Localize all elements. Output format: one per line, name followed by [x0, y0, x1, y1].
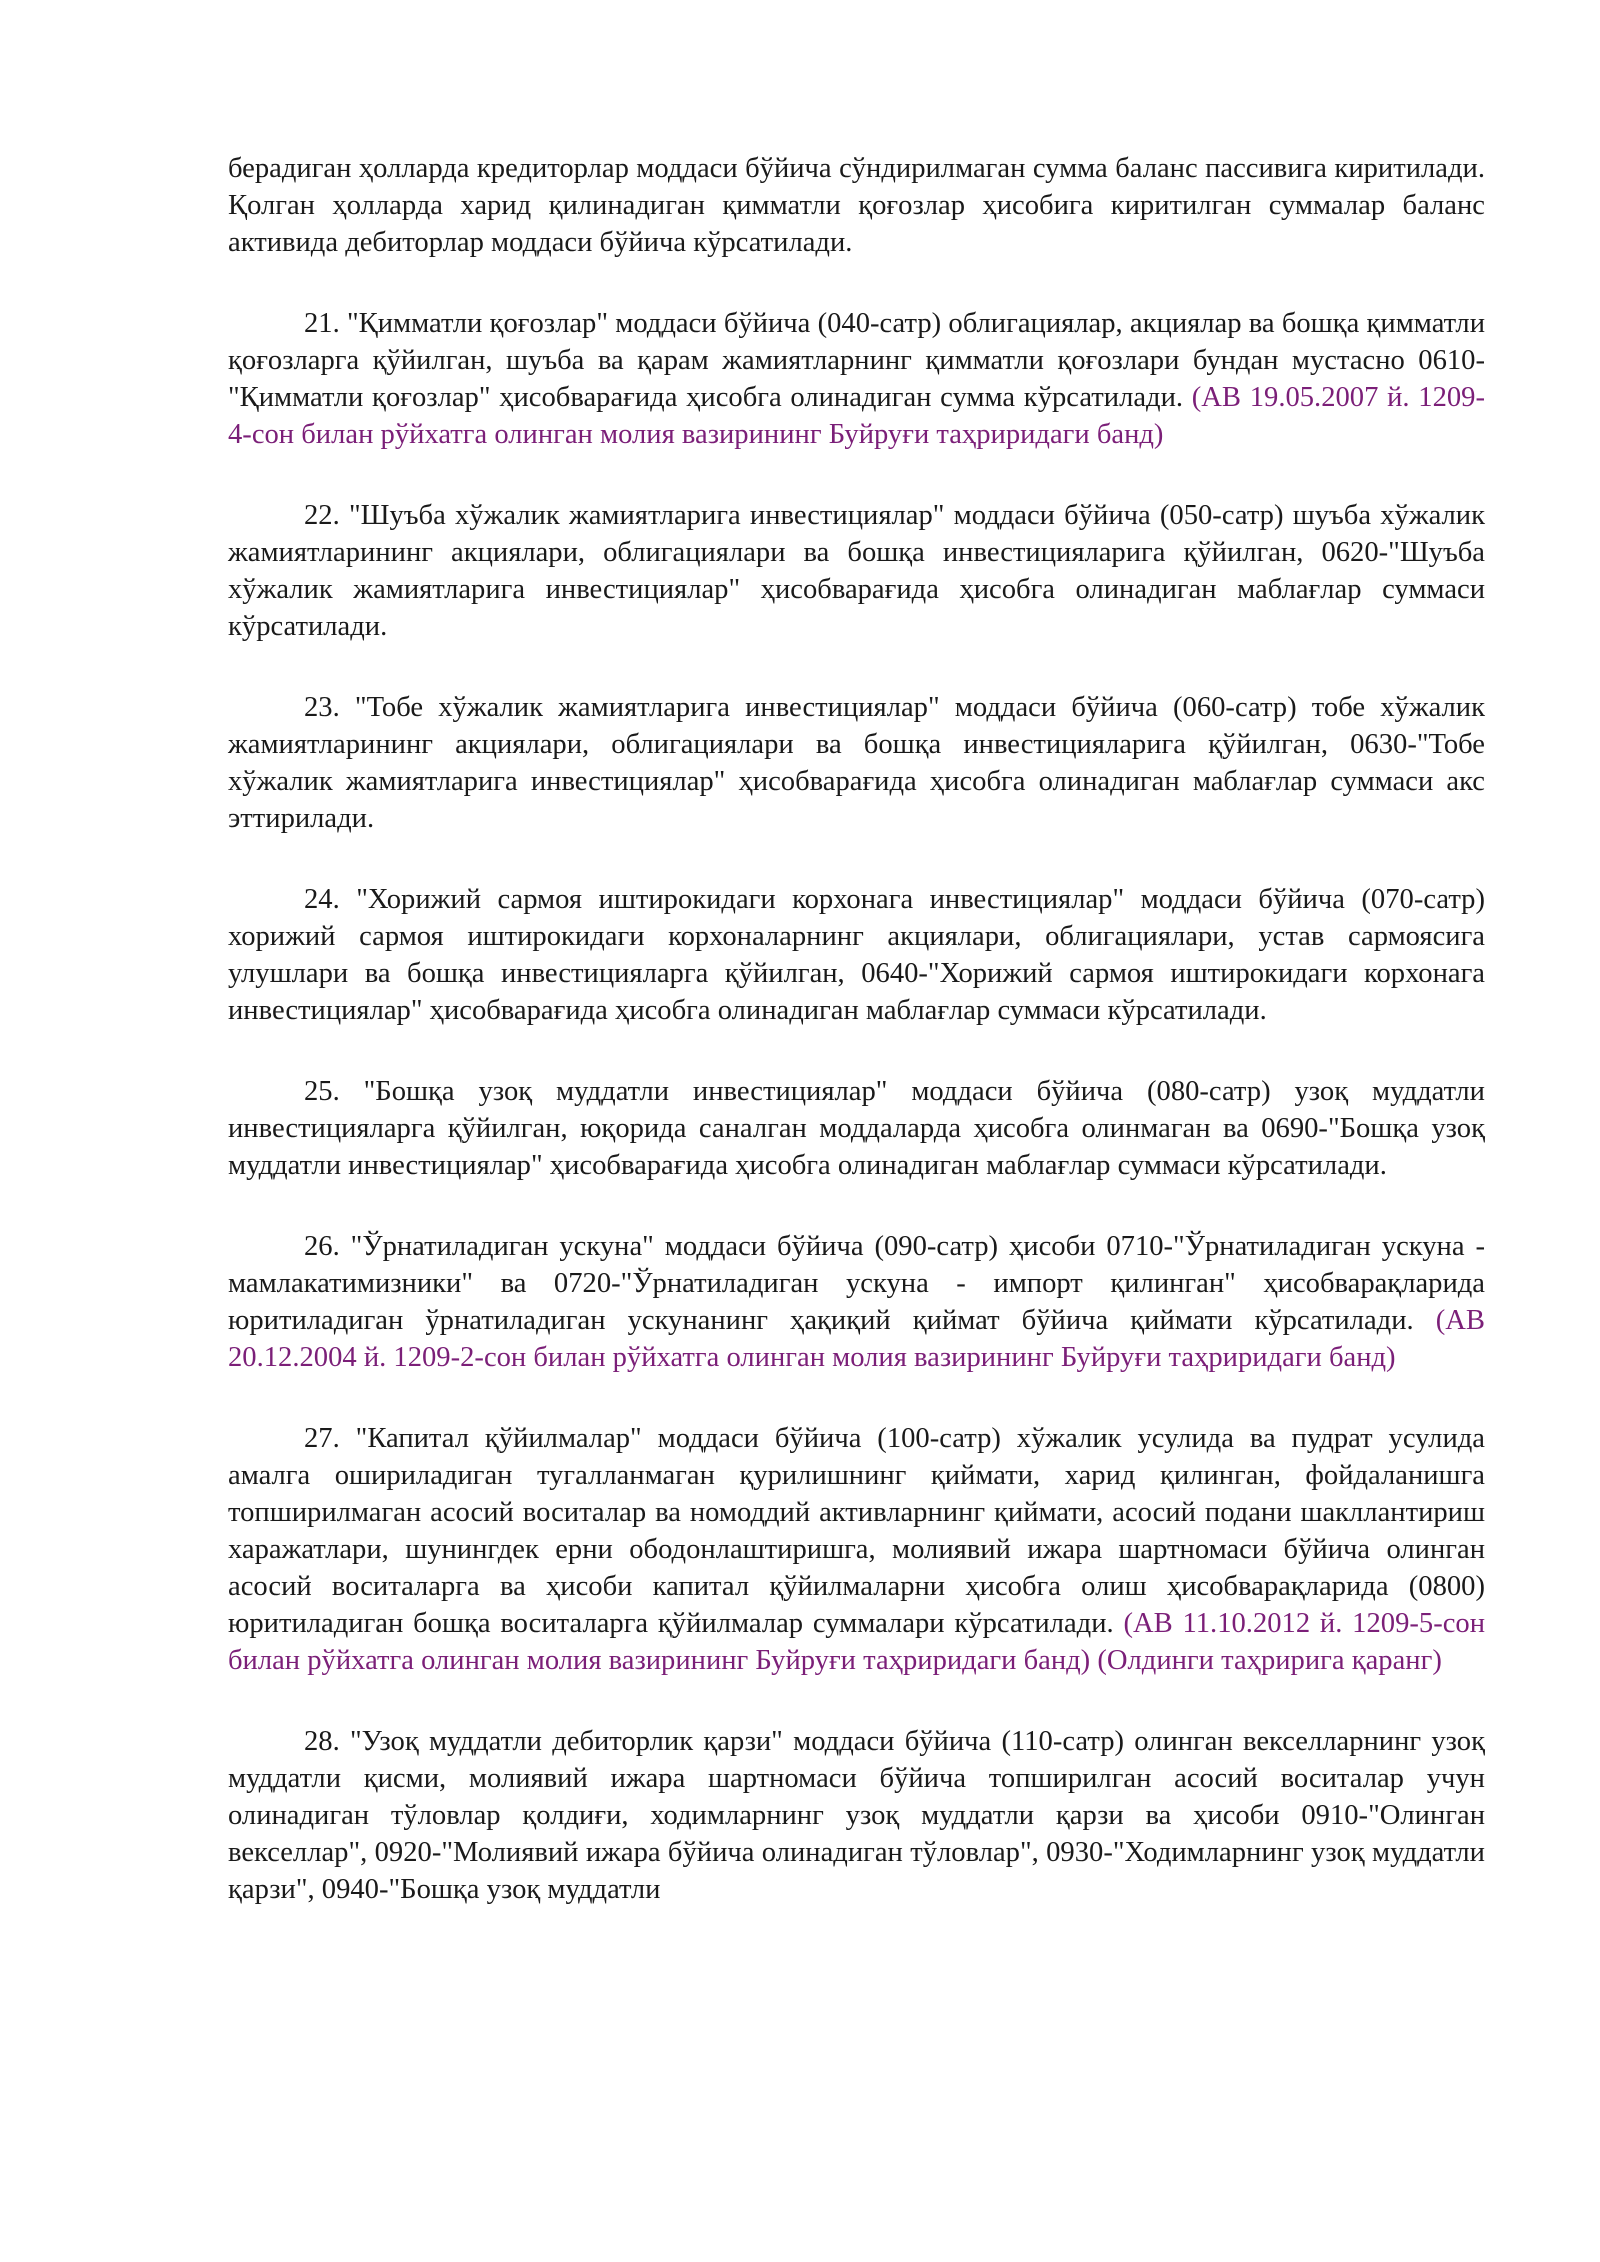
paragraph-text: 23. "Тобе хўжалик жамиятларига инвестициялар" моддаси бўйича (060-сатр) тобе хўжалик жамиятларининг акциялари, облигациялари ва бошқа инвестицияларига қўйилган, 0630-"Тобе хўжалик жамиятларига инвестициялар" ҳисобварағида ҳисобга олинадиган маблағлар суммаси акс эттирилади. [228, 692, 1485, 834]
paragraph-text: 26. "Ўрнатиладиган ускуна" моддаси бўйича (090-сатр) ҳисоби 0710-"Ўрнатиладиган ускуна - мамлакатимизники" ва 0720-"Ўрнатиладиган ускуна - импорт қилинган" ҳисобварақларида юритиладиган ўрнатиладиган ускунанинг ҳақиқий қиймат бўйича қиймати кўрсатилади. [228, 1231, 1485, 1336]
paragraph-28 [228, 1723, 1485, 1908]
amendment-note: (АВ 19.05.2007 й. 1209-4-сон билан рўйхатга олинган молия вазирининг Буйруғи таҳриридаги банд) [228, 382, 1485, 450]
paragraph-27 [228, 1420, 1485, 1679]
paragraph-21 [228, 305, 1485, 453]
paragraph-text: 25. "Бошқа узоқ муддатли инвестициялар" моддаси бўйича (080-сатр) узоқ муддатли инвестицияларга қўйилган, юқорида саналган моддаларда ҳисобга олинмаган ва 0690-"Бошқа узоқ муддатли инвестициялар" ҳисобварағида ҳисобга олинадиган маблағлар суммаси кўрсатилади. [228, 1076, 1485, 1181]
paragraph-24 [228, 881, 1485, 1029]
paragraph-22 [228, 497, 1485, 645]
paragraph-23 [228, 689, 1485, 837]
paragraph-continued [228, 150, 1485, 261]
paragraph-text: 22. "Шуъба хўжалик жамиятларига инвестициялар" моддаси бўйича (050-сатр) шуъба хўжалик жамиятларининг акциялари, облигациялари ва бошқа инвестицияларига қўйилган, 0620-"Шуъба хўжалик жамиятларига инвестициялар" ҳисобварағида ҳисобга олинадиган маблағлар суммаси кўрсатилади. [228, 500, 1485, 642]
paragraph-text: 24. "Хорижий сармоя иштирокидаги корхонага инвестициялар" моддаси бўйича (070-сатр) хорижий сармоя иштирокидаги корхоналарнинг акциялари, облигациялари, устав сармоясига улушлари ва бошқа инвестицияларга қўйилган, 0640-"Хорижий сармоя иштирокидаги корхонага инвестициялар" ҳисобварағида ҳисобга олинадиган маблағлар суммаси кўрсатилади. [228, 884, 1485, 1026]
amendment-note: (АВ 11.10.2012 й. 1209-5-сон билан рўйхатга олинган молия вазирининг Буйруғи таҳриридаги банд) (Олдинги таҳририга қаранг) [228, 1608, 1486, 1676]
paragraph-26 [228, 1228, 1485, 1376]
amendment-note: (АВ 20.12.2004 й. 1209-2-сон билан рўйхатга олинган молия вазирининг Буйруғи таҳриридаги банд) [228, 1305, 1485, 1373]
paragraph-text: 27. "Капитал қўйилмалар" моддаси бўйича (100-сатр) хўжалик усулида ва пудрат усулида амалга ошириладиган тугалланмаган қурилишнинг қиймати, харид қилинган, фойдаланишга топширилмаган асосий воситалар ва номоддий активларнинг қиймати, асосий подани шакллантириш харажатлари, шунингдек ерни ободонлаштиришга, молиявий ижара шартномаси бўйича олинган асосий воситаларга ва ҳисоби капитал қўйилмаларни ҳисобга олиш ҳисобварақларида (0800) юритиладиган бошқа воситаларга қўйилмалар суммалари кўрсатилади. [228, 1423, 1485, 1639]
paragraph-text: 21. "Қимматли қоғозлар" моддаси бўйича (040-сатр) облигациялар, акциялар ва бошқа қимматли қоғозларга қўйилган, шуъба ва қарам жамиятларнинг қимматли қоғозлари бундан мустасно 0610-"Қимматли қоғозлар" ҳисобварағида ҳисобга олинадиган сумма кўрсатилади. [228, 308, 1485, 413]
document-page [228, 150, 1485, 1952]
paragraph-text: 28. "Узоқ муддатли дебиторлик қарзи" моддаси бўйича (110-сатр) олинган векселларнинг узоқ муддатли қисми, молиявий ижара шартномаси бўйича топширилган асосий воситалар учун олинадиган тўловлар қолдиғи, ходимларнинг узоқ муддатли қарзи ва ҳисоби 0910-"Олинган векселлар", 0920-"Молиявий ижара бўйича олинадиган тўловлар", 0930-"Ходимларнинг узоқ муддатли қарзи", 0940-"Бошқа узоқ муддатли [228, 1726, 1485, 1905]
paragraph-25 [228, 1073, 1485, 1184]
paragraph-text: берадиган ҳолларда кредиторлар моддаси бўйича сўндирилмаган сумма баланс пассивига киритилади. Қолган ҳолларда харид қилинадиган қимматли қоғозлар ҳисобига киритилган суммалар баланс активида дебиторлар моддаси бўйича кўрсатилади. [228, 153, 1485, 258]
